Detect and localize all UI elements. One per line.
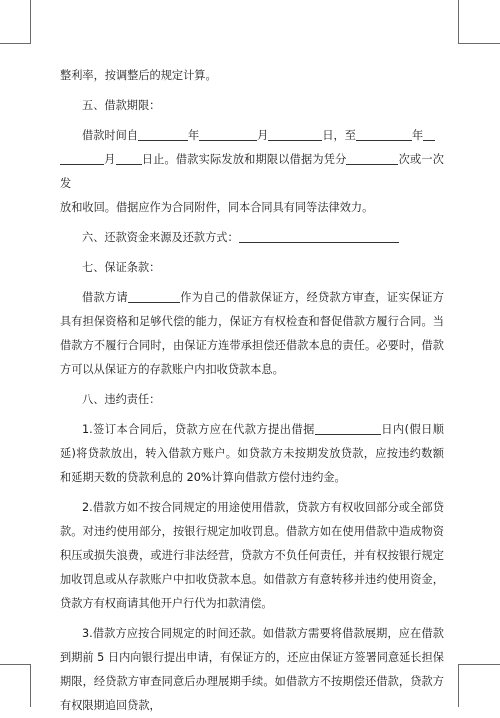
section-heading [60,94,444,118]
fill-blank-day[interactable] [116,152,142,165]
fill-blank-days[interactable] [315,422,381,435]
paragraph [60,496,444,616]
paragraph-text: 3.借款方应按合同规定的时间还款。如借款方需要将借款展期，应在借款到期前 5 日内向银行提出申请，有保证方的，还应由保证方签署同意延长担保期限，经贷款方审查同意后办理展期手续。如借款方不按期偿还借款，贷款方有权限期追回贷款， [60,627,444,712]
paragraph [60,418,444,490]
crop-mark-bottom-right [458,664,459,707]
crop-mark-top-right [458,43,500,44]
paragraph-text: 日止。借款实际发放和期限以借据为凭分 [141,153,347,166]
fill-blank-year[interactable] [356,128,412,141]
paragraph-text: 1.签订本合同后，贷款方应在代款方提出借据 [82,423,315,436]
paragraph [60,196,444,220]
fill-blank-count[interactable] [346,152,398,165]
fill-blank-guarantor[interactable] [128,290,180,303]
section-seven-heading: 七、保证条款： [82,261,161,274]
paragraph-text: 次或一次发 [60,153,444,190]
paragraph [60,286,444,382]
fill-blank-month[interactable] [199,128,257,141]
crop-mark-top-left [30,0,31,44]
paragraph-text: 日内(假日顺延)将贷款放出，转入借款方账户。如贷款方未按期发放贷款，应按违约数额和延期天数的贷款利息的 20%计算向借款方偿付违约金。 [60,423,444,484]
fill-blank-day[interactable] [268,128,322,141]
section-five-heading: 五、借款期限： [82,99,161,112]
section-eight-heading: 八、违约责任： [82,393,161,406]
fill-blank[interactable] [423,128,435,141]
section-six-heading: 六、还款资金来源及还款方式： [82,231,239,244]
crop-mark-bottom-right [458,664,500,665]
crop-mark-bottom-left [30,664,31,707]
paragraph [60,622,444,718]
crop-mark-top-left [0,43,31,44]
paragraph-text: 借款方请 [82,291,128,304]
crop-mark-bottom-left [0,664,31,665]
fill-blank-repayment[interactable] [239,230,399,243]
section-heading [60,226,444,250]
paragraph-text: 放和收回。借据应作为合同附件，同本合同具有同等法律效力。 [60,201,374,214]
document-body [60,64,444,718]
paragraph-text: 整利率，按调整后的规定计算。 [60,69,217,82]
fill-blank-year[interactable] [138,128,188,141]
paragraph-text: 月 [257,129,269,142]
paragraph-text: 作为自己的借款保证方，经贷款方审查，证实保证方具有担保资格和足够代偿的能力，保证方有权检查和督促借款方履行合同。当借款方不履行合同时，由保证方连带承担偿还借款本息的责任。必要时，借款方可以从保证方的存款账户内扣收贷款本息。 [60,291,444,376]
paragraph [60,64,444,88]
crop-mark-top-right [458,0,459,44]
paragraph-text: 日，至 [322,129,356,142]
section-heading [60,388,444,412]
paragraph-text: 借款时间自 [82,129,138,142]
paragraph-text: 年 [187,129,200,142]
paragraph-text: 月 [104,153,116,166]
paragraph [60,124,444,148]
paragraph-text: 2.借款方如不按合同规定的用途使用借款，贷款方有权收回部分或全部贷款。对违约使用部分，按银行规定加收罚息。借款方如在使用借款中造成物资积压或损失浪费，或进行非法经营，贷款方不负任何责任，并有权按银行规定加收罚息或从存款账户中扣收贷款本息。如借款方有意转移并违约使用资金，贷款方有权商请其他开户行代为扣款清偿。 [60,501,444,610]
section-heading [60,256,444,280]
fill-blank[interactable] [60,152,104,165]
paragraph [60,148,444,196]
paragraph-text: 年 [411,129,424,142]
